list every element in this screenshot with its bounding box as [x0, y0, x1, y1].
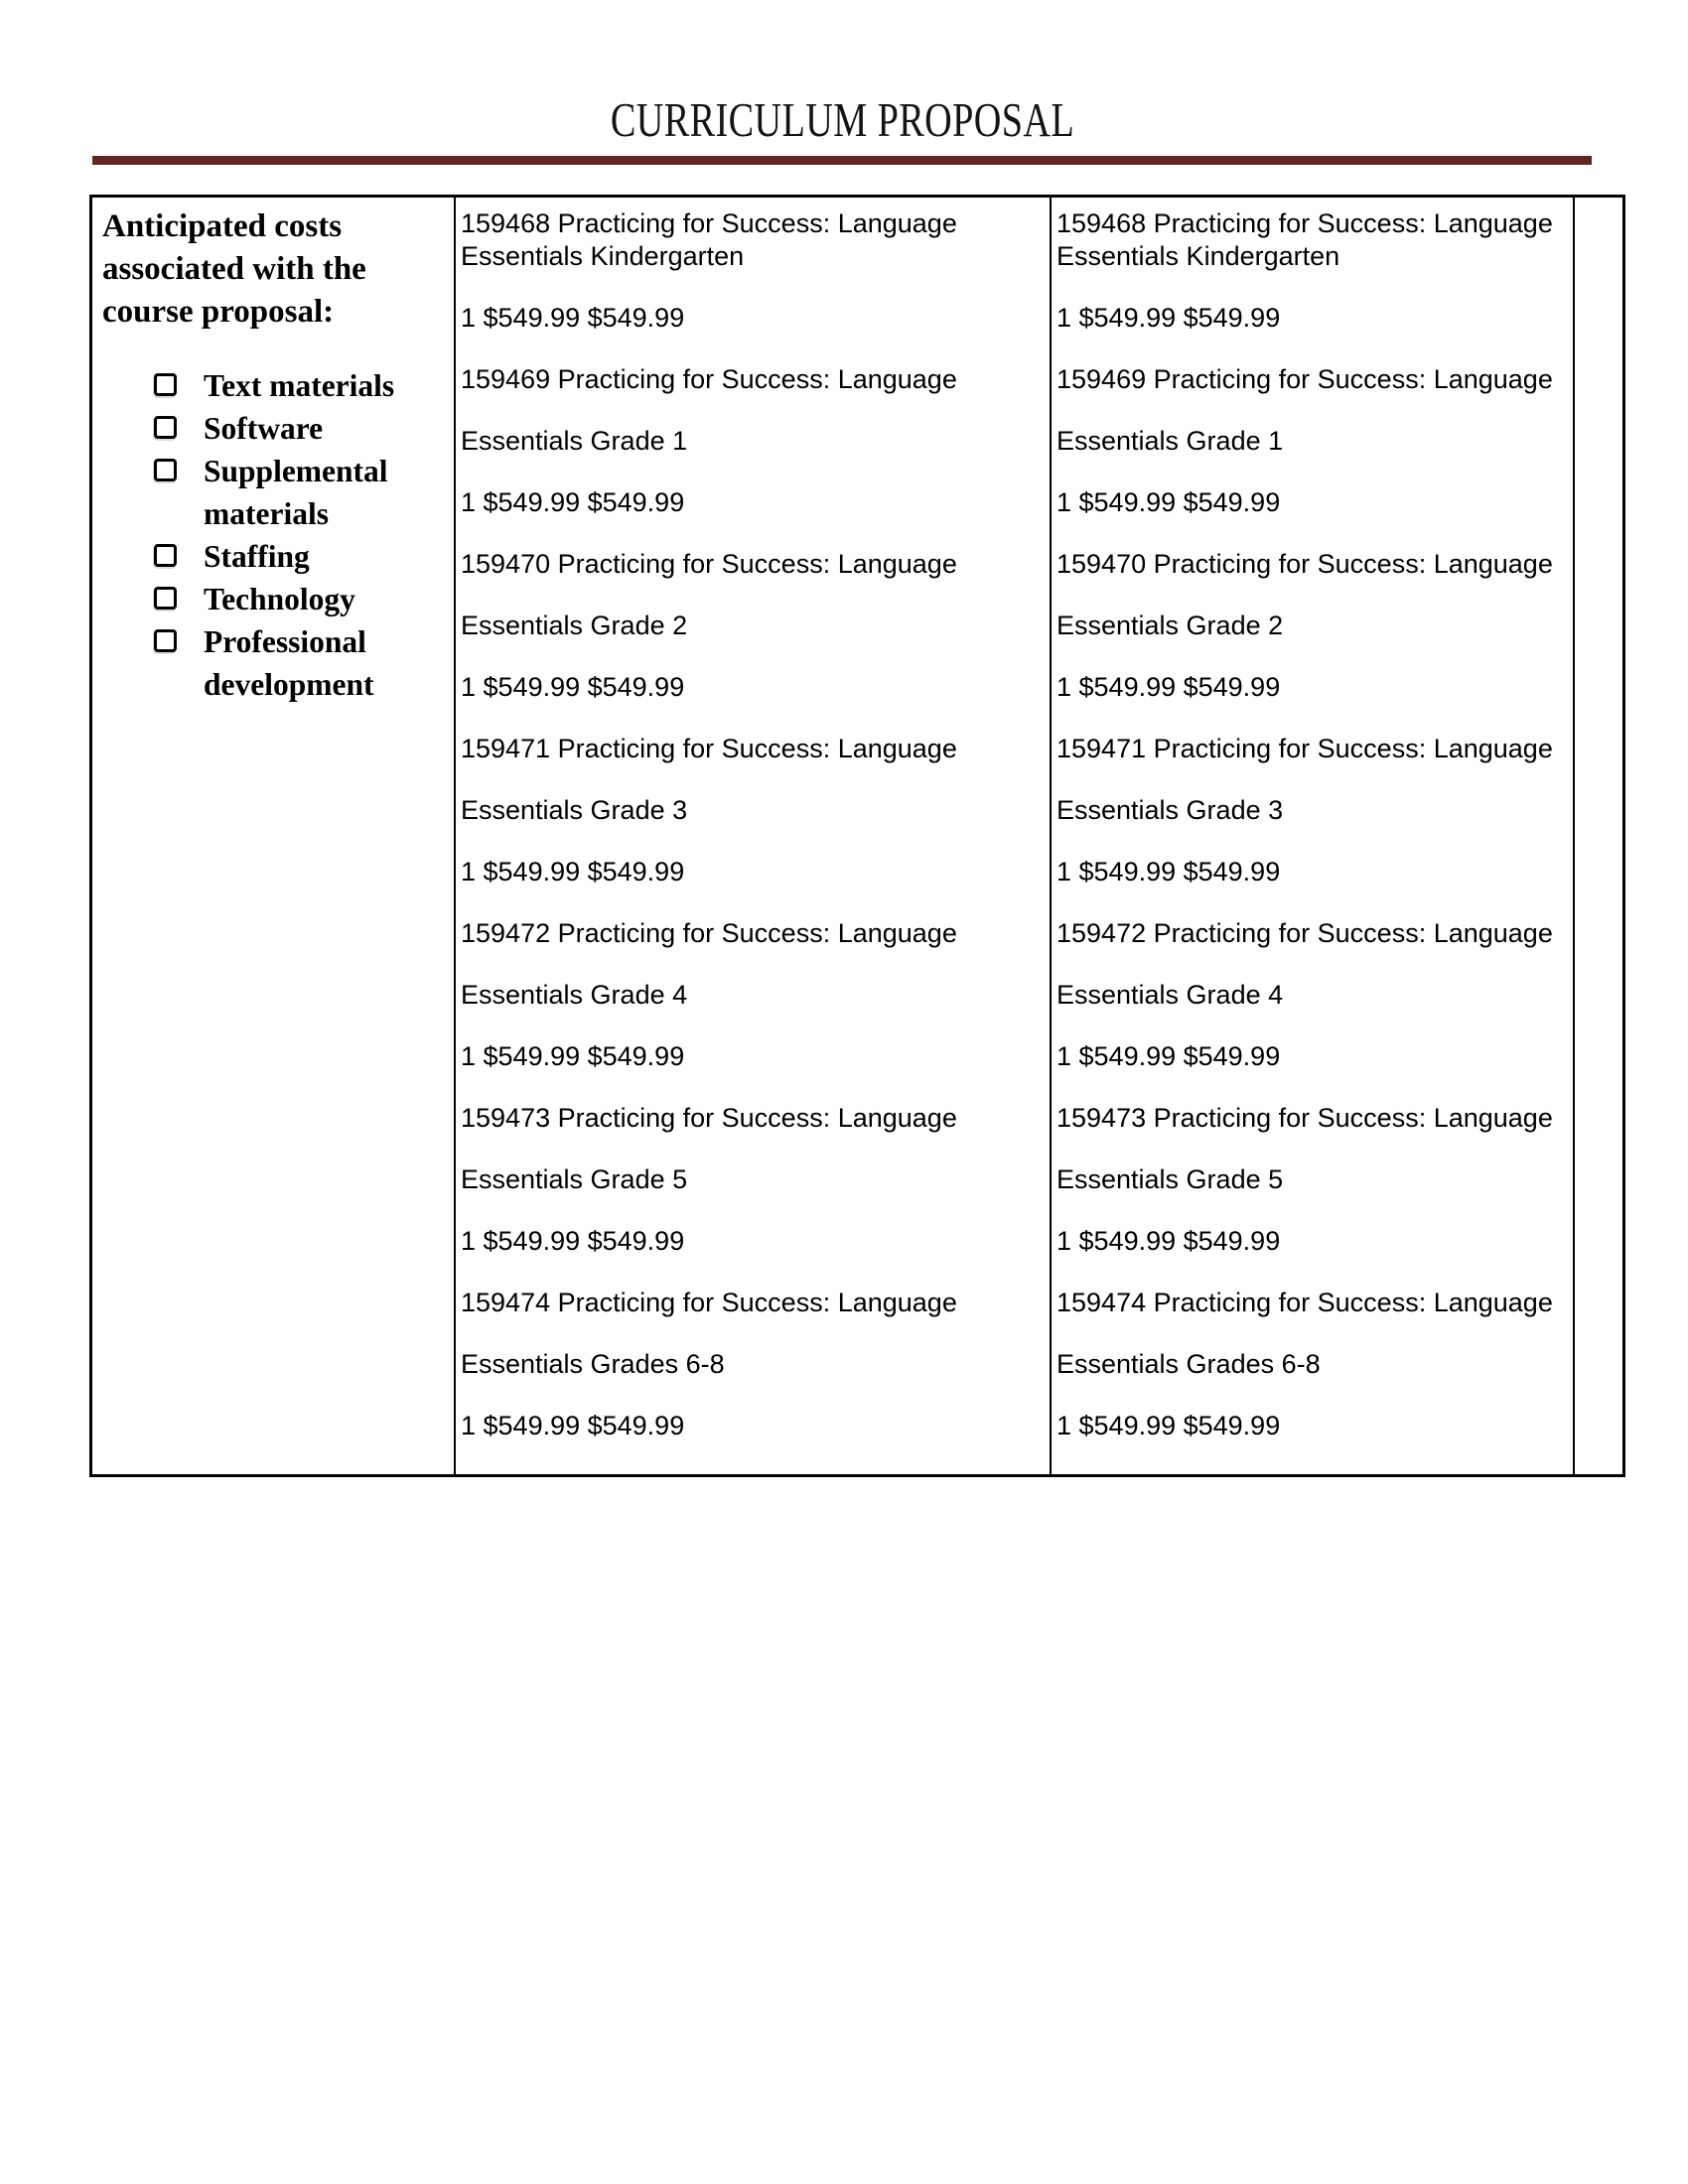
cost-line: 1 $549.99 $549.99 — [1056, 1041, 1281, 1071]
cost-line: Essentials Grade 5 — [461, 1164, 688, 1194]
cost-line: 159468 Practicing for Success: Language — [1056, 208, 1553, 238]
checklist-item-label: Staffing — [204, 539, 310, 574]
cost-line: Essentials Grade 4 — [461, 980, 688, 1010]
cost-line: 1 $549.99 $549.99 — [1056, 672, 1281, 702]
cost-line: 1 $549.99 $549.99 — [1056, 1411, 1281, 1440]
cost-line: Essentials Grade 2 — [1056, 611, 1284, 640]
checklist-item-label: Supplemental materials — [204, 454, 388, 531]
cost-line: 159474 Practicing for Success: Language — [1056, 1288, 1553, 1317]
costs-table — [89, 195, 1625, 1477]
checklist-item-label: Technology — [204, 582, 355, 616]
costs-heading: Anticipated costs associated with the course proposal: — [102, 208, 366, 330]
page-header — [92, 92, 1592, 147]
anticipated-costs-cell — [92, 198, 454, 1474]
cost-line: Essentials Grades 6-8 — [461, 1349, 725, 1379]
cost-line: Essentials Grade 5 — [1056, 1164, 1284, 1194]
checklist-item-label: Professional development — [204, 624, 374, 702]
cost-line: 1 $549.99 $549.99 — [461, 857, 685, 887]
checkbox-icon — [154, 373, 177, 396]
empty-cell — [1573, 198, 1622, 1474]
checkbox-icon — [154, 459, 177, 481]
checklist-item — [102, 450, 446, 535]
cost-line: 1 $549.99 $549.99 — [461, 1411, 685, 1440]
checkbox-icon — [154, 416, 177, 439]
cost-line: 1 $549.99 $549.99 — [1056, 303, 1281, 333]
cost-line: 1 $549.99 $549.99 — [461, 1041, 685, 1071]
title-divider-rule — [92, 156, 1592, 165]
cost-line: 159471 Practicing for Success: Language — [1056, 734, 1553, 763]
cost-line: 1 $549.99 $549.99 — [1056, 1226, 1281, 1256]
checkbox-icon — [154, 587, 177, 610]
cost-line: 1 $549.99 $549.99 — [1056, 857, 1281, 887]
cost-line: 159472 Practicing for Success: Language — [461, 918, 957, 948]
cost-line: 159468 Practicing for Success: Language — [461, 208, 957, 238]
cost-line: 159470 Practicing for Success: Language — [1056, 549, 1553, 579]
cost-line: Essentials Grade 1 — [1056, 426, 1284, 456]
cost-line: 1 $549.99 $549.99 — [461, 487, 685, 517]
cost-line: Essentials Grade 3 — [461, 795, 688, 825]
cost-line: 159469 Practicing for Success: Language — [1056, 364, 1553, 394]
cost-line: Essentials Grade 1 — [461, 426, 688, 456]
cost-line: Essentials Kindergarten — [461, 241, 745, 271]
costs-checklist — [102, 364, 446, 706]
cost-line: Essentials Kindergarten — [1056, 241, 1340, 271]
checklist-item — [102, 620, 446, 706]
checkbox-icon — [154, 544, 177, 567]
checklist-item-label: Software — [204, 411, 324, 446]
checklist-item — [102, 578, 446, 620]
cost-line: Essentials Grade 2 — [461, 611, 688, 640]
cost-line: 1 $549.99 $549.99 — [461, 672, 685, 702]
checklist-item — [102, 364, 446, 407]
checklist-item-label: Text materials — [204, 368, 395, 403]
cost-line: 1 $549.99 $549.99 — [461, 303, 685, 333]
cost-line: 1 $549.99 $549.99 — [461, 1226, 685, 1256]
cost-line: 159474 Practicing for Success: Language — [461, 1288, 957, 1317]
cost-line: 159473 Practicing for Success: Language — [1056, 1103, 1553, 1133]
checklist-item — [102, 407, 446, 450]
cost-line: 1 $549.99 $549.99 — [1056, 487, 1281, 517]
cost-line: 159469 Practicing for Success: Language — [461, 364, 957, 394]
cost-line: 159470 Practicing for Success: Language — [461, 549, 957, 579]
checklist-item — [102, 535, 446, 578]
cost-line: Essentials Grade 4 — [1056, 980, 1284, 1010]
cost-line: 159473 Practicing for Success: Language — [461, 1103, 957, 1133]
cost-line: Essentials Grade 3 — [1056, 795, 1284, 825]
cost-line: 159472 Practicing for Success: Language — [1056, 918, 1553, 948]
checkbox-icon — [154, 629, 177, 652]
cost-line: Essentials Grades 6-8 — [1056, 1349, 1321, 1379]
page-title: CURRICULUM PROPOSAL — [610, 92, 1074, 147]
cost-details-cell-2 — [1050, 198, 1573, 1474]
cost-line: 159471 Practicing for Success: Language — [461, 734, 957, 763]
cost-details-cell-1 — [454, 198, 1050, 1474]
